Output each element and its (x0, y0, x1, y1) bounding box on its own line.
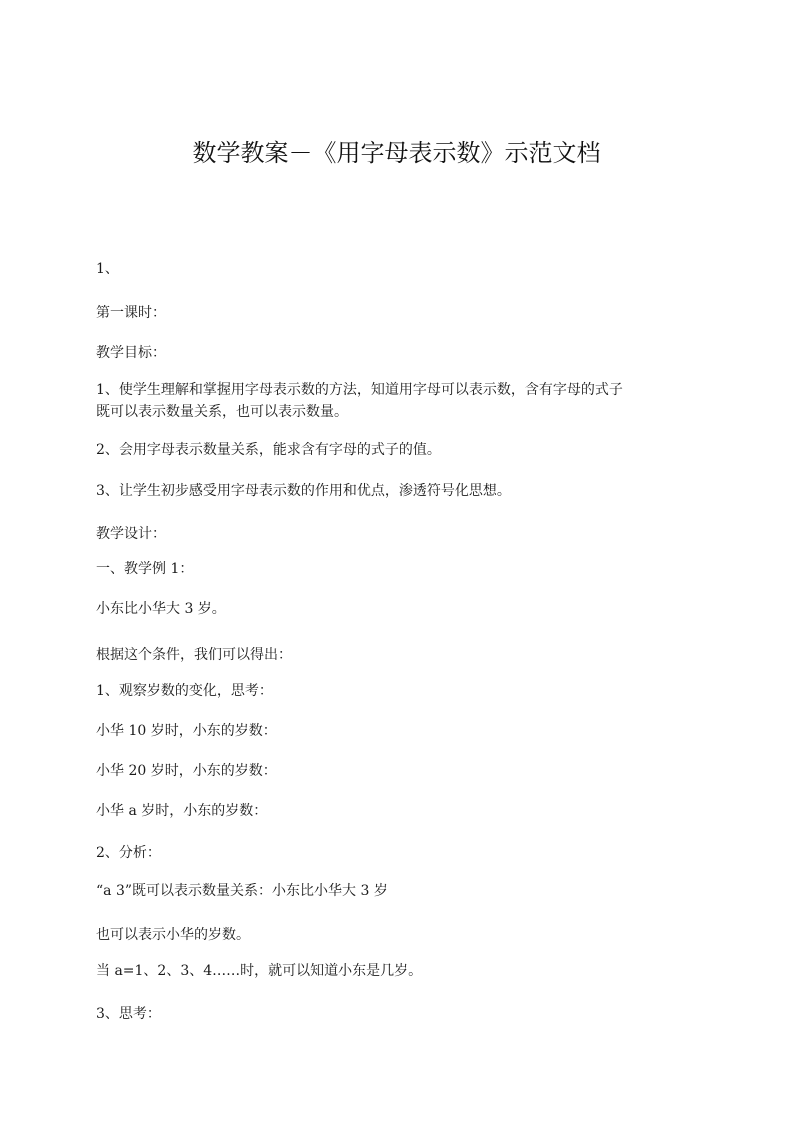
paragraph-objectives-heading: 教学目标： (96, 345, 166, 361)
paragraph-age-10: 小华 10 岁时，小东的岁数： (96, 723, 277, 739)
paragraph-substitution: 当 a=1、2、3、4……时，就可以知道小东是几岁。 (96, 963, 423, 979)
paragraph-objective-2: 2、会用字母表示数量关系，能求含有字母的式子的值。 (96, 442, 441, 458)
paragraph-objective-1-line-2: 既可以表示数量关系，也可以表示数量。 (96, 404, 348, 420)
paragraph-expression: “a 3”既可以表示数量关系：小东比小华大 3 岁 (96, 883, 388, 899)
paragraph-example-heading: 一、教学例 1： (96, 561, 194, 577)
paragraph-lesson-heading: 第一课时： (96, 305, 166, 321)
paragraph-age-meaning: 也可以表示小华的岁数。 (96, 927, 250, 943)
paragraph-objective-3: 3、让学生初步感受用字母表示数的作用和优点，渗透符号化思想。 (96, 483, 511, 499)
paragraph-section-number: 1、 (96, 261, 119, 277)
paragraph-design-heading: 教学设计： (96, 526, 166, 542)
paragraph-observe: 1、观察岁数的变化，思考： (96, 683, 273, 699)
paragraph-objective-1-line-1: 1、使学生理解和掌握用字母表示数的方法，知道用字母可以表示数，含有字母的式子 (96, 382, 623, 398)
paragraph-age-a: 小华 a 岁时，小东的岁数： (96, 803, 268, 819)
paragraph-age-20: 小华 20 岁时，小东的岁数： (96, 763, 277, 779)
document-title: 数学教案－《用字母表示数》示范文档 (192, 139, 601, 167)
paragraph-example-statement: 小东比小华大 3 岁。 (96, 601, 226, 617)
paragraph-condition: 根据这个条件，我们可以得出： (96, 647, 292, 663)
paragraph-think-heading: 3、思考： (96, 1006, 161, 1022)
paragraph-analysis-heading: 2、分析： (96, 845, 161, 861)
